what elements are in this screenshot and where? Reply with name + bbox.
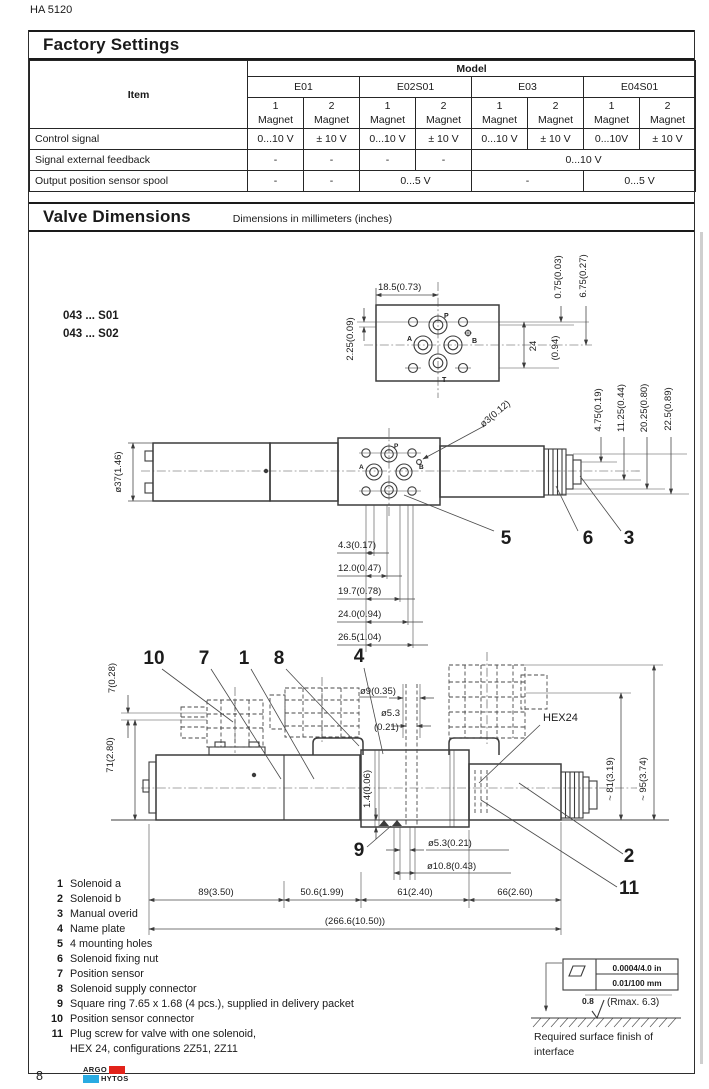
list-item: 3 Manual overid [56,908,138,920]
dim-label: ø5.3 [381,708,401,719]
model-e02s01: E02S01 [360,77,472,98]
dim-label: (266.6(10.50)) [324,916,386,927]
variant-label-s01: 043 ... S01 [63,310,119,322]
callout-10: 10 [143,648,165,669]
table-row: Control signal 0...10 V ± 10 V 0...10 V ± 10 V 0...10 V ± 10 V 0...10V ± 10 V [30,129,696,150]
callout-5: 5 [500,528,512,549]
logo-blue-block [83,1075,99,1083]
surface-finish-caption: Required surface finish of [534,1031,654,1043]
magnet-col: 1 Magnet [584,98,640,129]
dim-label: 20.25(0.80) [639,383,650,433]
callout-4: 4 [353,646,365,667]
dim-label: 66(2.60) [497,887,533,898]
dim-label: 19.7(0.78) [338,586,382,597]
model-header: Model [248,61,696,77]
port-label-p: P [444,313,449,320]
page-number: 8 [36,1069,43,1083]
dim-label: 4.3(0.17) [338,540,377,551]
magnet-col: 1 Magnet [360,98,416,129]
list-item: 5 4 mounting holes [56,938,153,950]
dim-label: 2.25(0.09) [345,317,356,361]
dim-label: 24 [528,340,539,352]
dim-label: (0.94) [550,335,561,361]
logo-red-block [109,1066,125,1074]
dim-label: ~ 95(3.74) [638,757,649,801]
list-item: 6 Solenoid fixing nut [56,953,159,965]
callout-3: 3 [623,528,635,549]
port-label-b: B [419,464,424,471]
list-item: 4 Name plate [56,923,126,935]
list-item: 11 Plug screw for valve with one solenoid, [51,1028,257,1040]
dim-label: 1.4(0.06) [362,769,373,809]
rmax-value: (Rmax. 6.3) [607,997,660,1008]
table-row: Signal external feedback - - - - 0...10 V [30,150,696,171]
section-gap [29,192,694,202]
port-label-p: P [394,443,399,450]
factory-settings-header [29,30,694,60]
dim-label: ø37(1.46) [113,451,124,493]
callout-9: 9 [353,840,365,861]
dim-label: ø10.8(0.43) [427,861,477,872]
dim-label: ~ 81(3.19) [605,757,616,801]
list-item: 8 Solenoid supply connector [56,983,197,995]
dim-label: 18.5(0.73) [378,282,422,293]
callout-2: 2 [623,846,635,867]
port-label-a: A [407,336,413,343]
port-label-b: B [472,338,478,345]
magnet-col: 1 Magnet [472,98,528,129]
dim-label: 26.5(1.04) [338,632,382,643]
model-e01: E01 [248,77,360,98]
factory-settings-table [29,60,696,192]
item-header: Item [30,61,248,129]
callout-8: 8 [273,648,285,669]
model-e04s01: E04S01 [584,77,696,98]
dim-label: ø3(0.12) [478,398,513,430]
callout-7: 7 [198,648,210,669]
dim-label: 7(0.28) [107,662,118,694]
magnet-col: 2 Magnet [528,98,584,129]
dim-label: 11.25(0.44) [616,384,627,432]
roughness-value: 0.8 [582,996,594,1006]
model-e03: E03 [472,77,584,98]
dim-label: 71(2.80) [105,737,116,773]
dim-label: ø9(0.35) [360,686,396,697]
callout-1: 1 [238,648,250,669]
surface-finish-mm: 0.01/100 mm [612,978,662,988]
dim-label: 50.6(1.99) [300,887,344,898]
surface-finish-in: 0.0004/4.0 in [612,963,662,973]
callout-11: 11 [618,878,640,899]
page-footer [36,1066,129,1083]
dim-label: 6.75(0.27) [578,254,589,298]
surface-finish-caption: interface [534,1046,575,1058]
dim-label: 0.75(0.03) [553,255,564,299]
valve-drawing-area [29,232,694,1074]
list-item: 10 Position sensor connector [50,1013,195,1025]
hex24-label: HEX24 [543,712,578,724]
callout-6: 6 [582,528,594,549]
list-item-continuation: HEX 24, configurations 2Z51, 2Z11 [70,1043,238,1055]
dim-label: 61(2.40) [397,887,433,898]
magnet-col: 2 Magnet [304,98,360,129]
parts-legend [47,877,354,1057]
page-frame [28,30,695,1074]
magnet-col: 2 Magnet [640,98,696,129]
dim-label: ø5.3(0.21) [428,838,472,849]
dim-label: 89(3.50) [198,887,234,898]
list-item: 9 Square ring 7.65 x 1.68 (4 pcs.), supplied in delivery packet [56,998,354,1010]
port-label-t: T [442,377,447,384]
page-edge-shadow [700,232,703,1064]
variant-label-s02: 043 ... S02 [63,328,119,340]
argo-hytos-logo-icon: ARGO HYTOS [82,1065,129,1083]
dim-label: 24.0(0.94) [338,609,382,620]
side-view [128,425,689,652]
magnet-col: 1 Magnet [248,98,304,129]
list-item: 7 Position sensor [56,968,144,980]
port-label-a: A [359,464,364,471]
factory-settings-title: Factory Settings [43,35,180,54]
dim-label: 22.5(0.89) [663,387,674,431]
list-item: 1 Solenoid a [56,878,122,890]
magnet-col: 2 Magnet [416,98,472,129]
list-item: 2 Solenoid b [56,893,122,905]
dim-label: (0.21) [374,722,399,733]
valve-dimensions-title: Valve Dimensions [43,207,191,226]
table-row: Output position sensor spool - - 0...5 V - 0...5 V [30,171,696,192]
valve-dimensions-header [29,202,694,232]
dimensions-subtitle: Dimensions in millimeters (inches) [232,213,393,225]
document-code: HA 5120 [30,4,73,16]
dim-label: 4.75(0.19) [593,388,604,432]
dim-label: 12.0(0.47) [338,563,382,574]
flatness-icon [569,966,585,976]
